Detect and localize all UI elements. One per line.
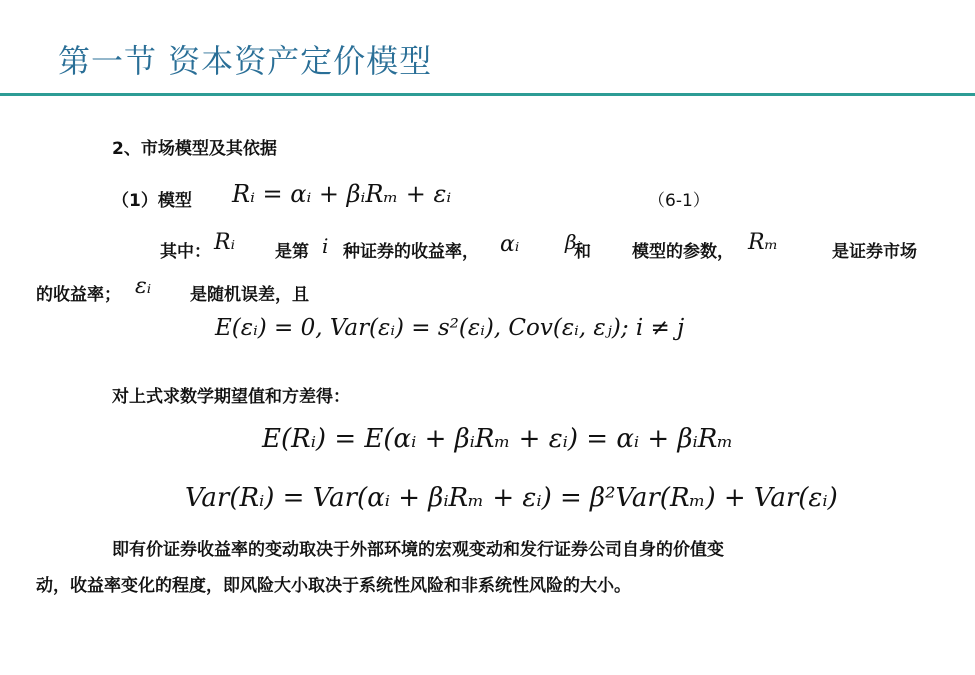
expl-text-where: 其中： — [160, 242, 211, 262]
expl-text-security-return: 种证券的收益率， — [343, 242, 479, 262]
symbol-epsilon-i: εᵢ — [135, 274, 152, 299]
expectation-equation: E(Rᵢ) = E(αᵢ + βᵢRₘ + εᵢ) = αᵢ + βᵢRₘ — [262, 424, 734, 454]
expl-text-model-params: 模型的参数， — [632, 242, 734, 262]
conclusion-line-1: 即有价证券收益率的变动取决于外部环境的宏观变动和发行证券公司自身的价值变 — [112, 540, 724, 560]
expl-text-is-the: 是第 — [275, 242, 309, 262]
symbol-alpha-i: αᵢ — [500, 232, 520, 257]
conclusion-line-2: 动，收益率变化的程度，即风险大小取决于系统性风险和非系统性风险的大小。 — [36, 576, 631, 596]
variance-equation: Var(Rᵢ) = Var(αᵢ + βᵢRₘ + εᵢ) = β²Var(Rₘ) + Var(εᵢ) — [185, 483, 838, 513]
equation-number: （6-1） — [648, 191, 710, 211]
expl-text-random-error: 是随机误差，且 — [190, 285, 309, 305]
symbol-beta-i: βᵢ — [565, 230, 581, 254]
model-label: （1）模型 — [112, 191, 192, 211]
model-equation: Rᵢ = αᵢ + βᵢRₘ + εᵢ — [232, 180, 452, 208]
expectation-intro: 对上式求数学期望值和方差得： — [112, 387, 350, 407]
symbol-Ri: Rᵢ — [214, 230, 235, 255]
symbol-Rm: Rₘ — [748, 230, 779, 255]
symbol-i: i — [322, 234, 329, 258]
slide-title: 第一节 资本资产定价模型 — [58, 42, 433, 80]
assumption-equation: E(εᵢ) = 0, Var(εᵢ) = s²(εᵢ), Cov(εᵢ, εⱼ); i ≠ j — [215, 315, 685, 341]
title-divider — [0, 93, 975, 96]
section-heading: 2、市场模型及其依据 — [112, 139, 277, 159]
expl-text-market: 是证券市场 — [832, 242, 917, 262]
expl-text-return-of: 的收益率； — [36, 285, 121, 305]
expl-text-and: 和 — [574, 242, 591, 262]
